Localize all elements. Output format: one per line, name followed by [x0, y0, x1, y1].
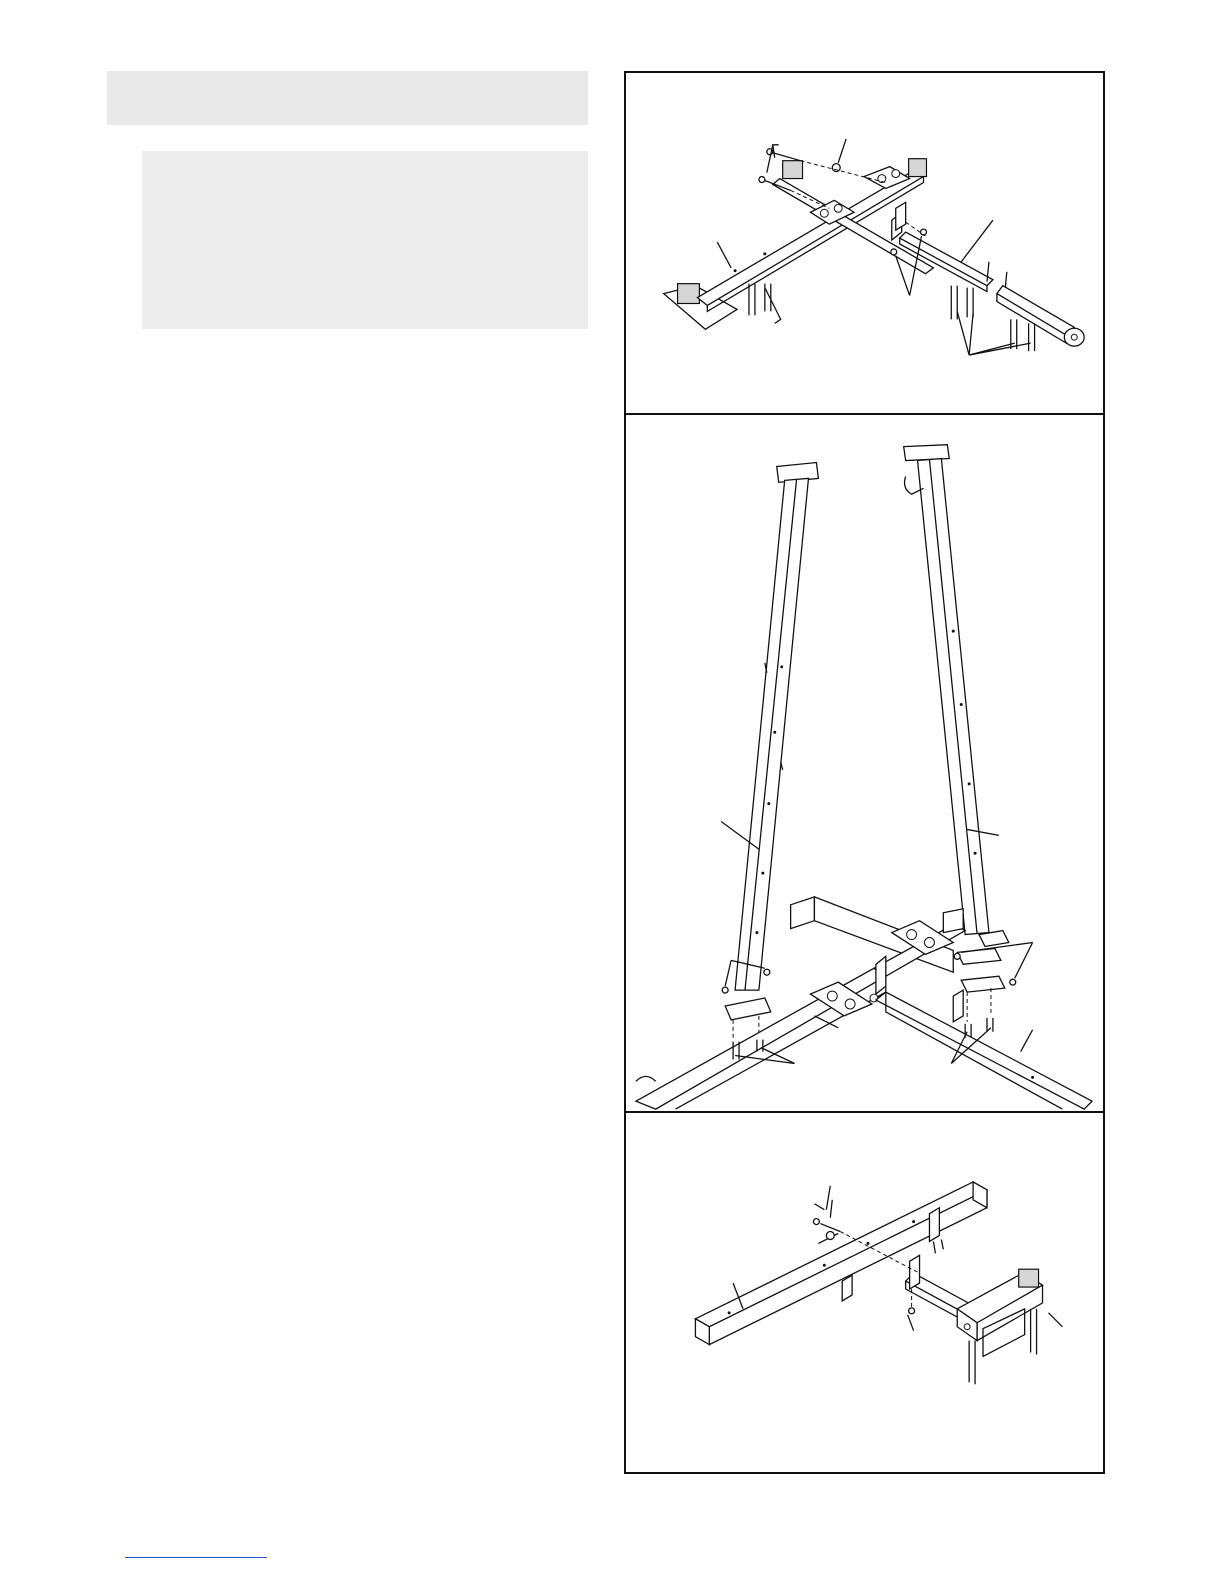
figure-column	[624, 71, 1105, 1474]
assembly-drawing-rear-frame	[626, 1113, 1103, 1474]
figure-panel-2	[626, 415, 1103, 1113]
step-header-band	[107, 71, 588, 125]
figure-panel-3	[626, 1113, 1103, 1474]
assembly-drawing-base-frame	[626, 73, 1103, 413]
figure-panel-1	[626, 73, 1103, 415]
assembly-drawing-uprights	[626, 415, 1103, 1111]
footer-link-underline	[125, 1557, 267, 1558]
note-box	[142, 151, 588, 329]
